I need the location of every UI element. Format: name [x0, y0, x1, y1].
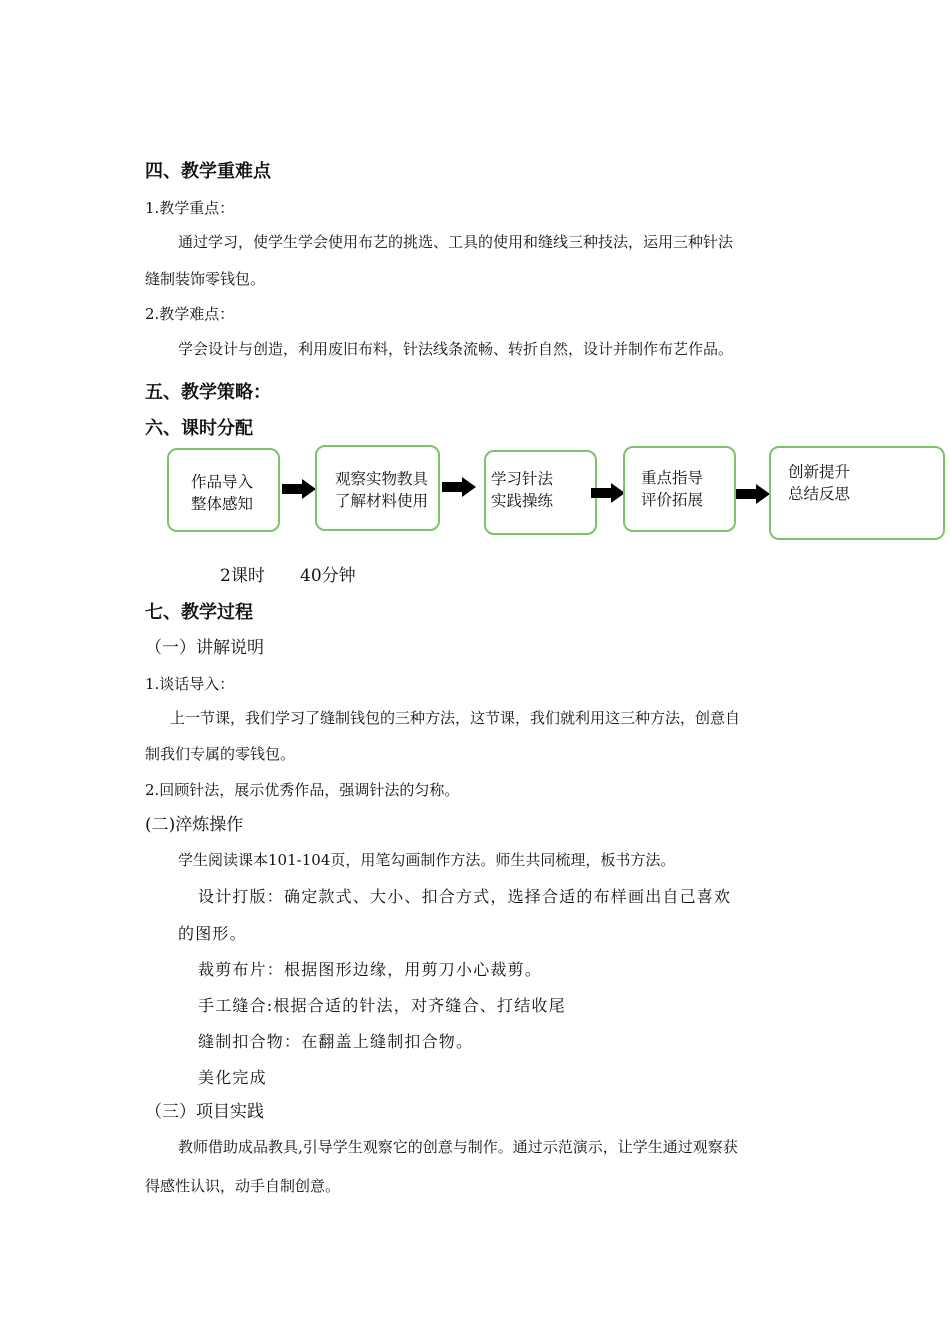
flow-arrow-3: [591, 483, 625, 503]
flow-step-2-line1: 观察实物教具: [335, 470, 429, 488]
part1-heading: （一）讲解说明: [145, 638, 264, 658]
key-point-label: 1.教学重点：: [145, 199, 235, 217]
part3-heading: （三）项目实践: [145, 1102, 264, 1122]
difficult-point-text: 学会设计与创造，利用废旧布料，针法线条流畅、转折自然，设计并制作布艺作品。: [178, 340, 734, 358]
flow-arrow-4: [736, 484, 770, 504]
lesson-minutes: 40分钟: [300, 566, 356, 586]
flow-step-3-line1: 学习针法: [491, 470, 554, 488]
flow-step-2: [315, 445, 440, 531]
step-fastener: 缝制扣合物：在翻盖上缝制扣合物。: [198, 1032, 474, 1051]
flow-step-1: [167, 448, 280, 532]
step-cut: 裁剪布片：根据图形边缘，用剪刀小心裁剪。: [198, 960, 543, 979]
flow-step-5-line2: 总结反思: [788, 485, 851, 503]
lesson-hours: 2课时: [220, 566, 265, 586]
part2-text: 学生阅读课本101-104页，用笔勾画制作方法。师生共同梳理，板书方法。: [178, 851, 676, 869]
flow-step-5-line1: 创新提升: [788, 463, 851, 481]
review-text: 2.回顾针法，展示优秀作品，强调针法的匀称。: [145, 781, 460, 799]
step-finish: 美化完成: [198, 1068, 267, 1087]
flow-arrow-2: [442, 477, 476, 497]
intro-label: 1.谈话导入：: [145, 675, 235, 693]
step-design-line1: 设计打版：确定款式、大小、扣合方式，选择合适的布样画出自己喜欢: [198, 887, 732, 906]
difficult-point-label: 2.教学难点：: [145, 305, 235, 323]
part3-text-line1: 教师借助成品教具,引导学生观察它的创意与制作。通过示范演示，让学生通过观察获: [178, 1138, 738, 1156]
section5-heading: 五、教学策略：: [145, 382, 271, 403]
flow-arrow-1: [282, 479, 316, 499]
step-design-line2: 的图形。: [178, 924, 247, 943]
flow-step-4: [623, 446, 736, 532]
step-sew: 手工缝合:根据合适的针法，对齐缝合、打结收尾: [198, 996, 566, 1015]
intro-text-line2: 制我们专属的零钱包。: [145, 745, 296, 763]
section4-heading: 四、教学重难点: [145, 161, 271, 182]
flow-step-1-line2: 整体感知: [191, 495, 254, 513]
flow-step-1-line1: 作品导入: [191, 473, 254, 491]
part2-heading: (二)淬炼操作: [145, 815, 244, 835]
flow-step-3-line2: 实践操练: [491, 492, 554, 510]
part3-text-line2: 得感性认识，动手自制创意。: [145, 1177, 341, 1195]
flow-step-5: [769, 446, 945, 540]
flow-step-3: [484, 450, 597, 535]
section7-heading: 七、教学过程: [145, 602, 253, 623]
key-point-text-line1: 通过学习，使学生学会使用布艺的挑选、工具的使用和缝线三种技法，运用三种针法: [178, 233, 734, 251]
intro-text-line1: 上一节课，我们学习了缝制钱包的三种方法，这节课，我们就利用这三种方法，创意自: [170, 709, 741, 727]
flow-step-4-line2: 评价拓展: [641, 491, 704, 509]
flow-step-4-line1: 重点指导: [641, 469, 704, 487]
flow-step-2-line2: 了解材料使用: [335, 492, 429, 510]
key-point-text-line2: 缝制装饰零钱包。: [145, 270, 266, 288]
section6-heading: 六、课时分配: [145, 418, 253, 439]
